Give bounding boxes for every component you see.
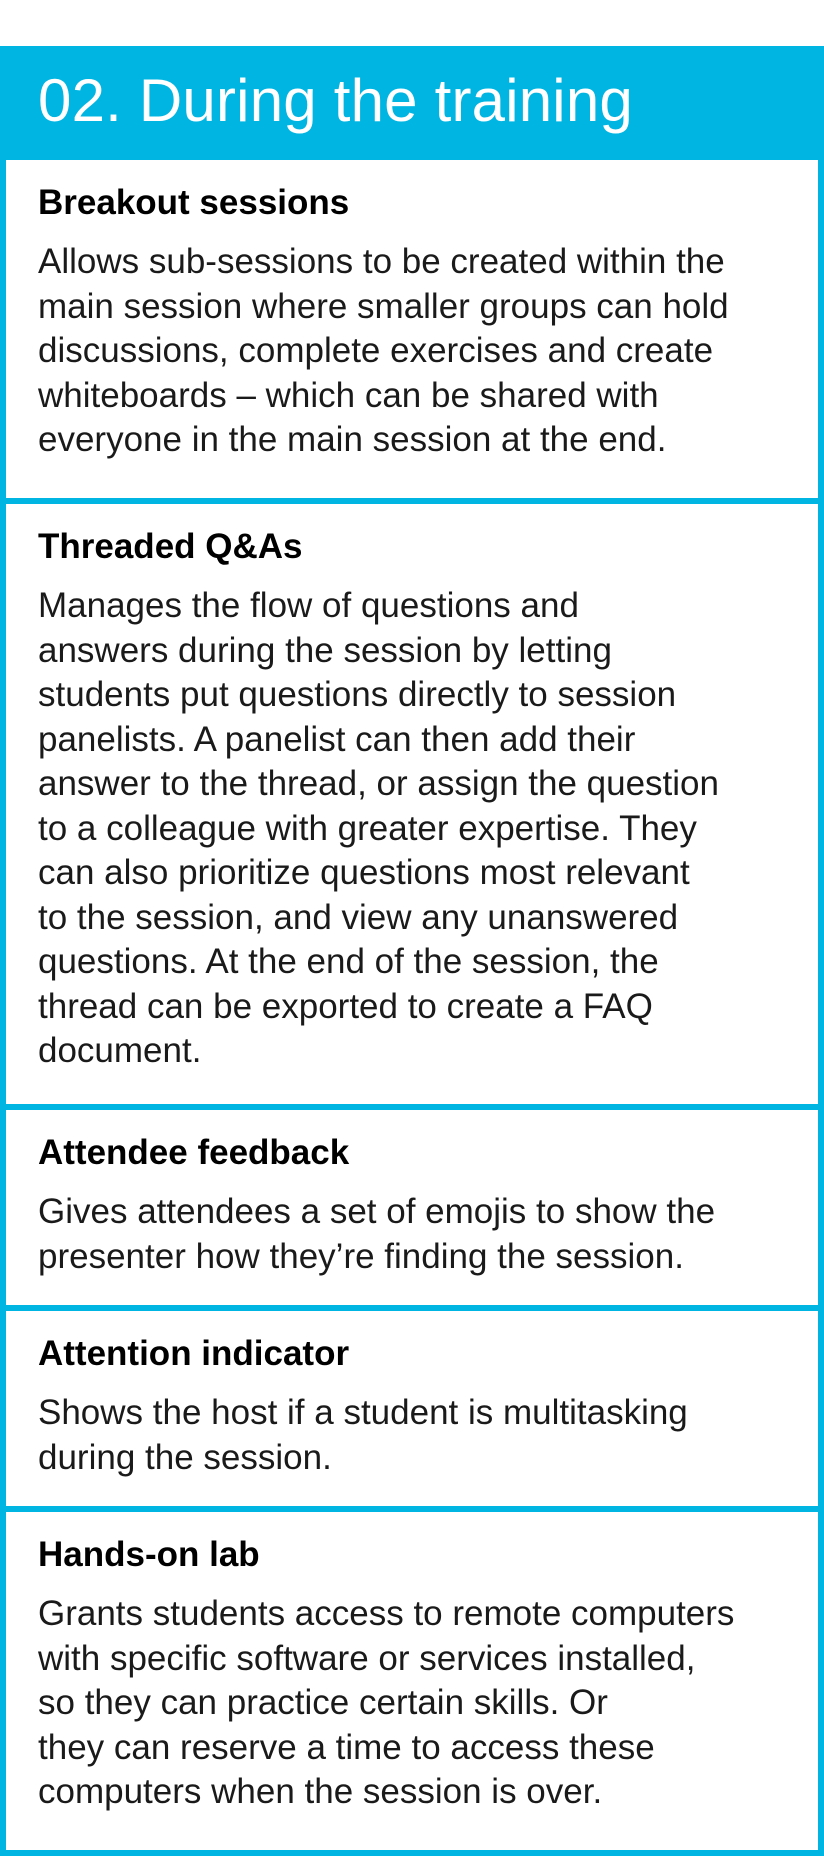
feature-title: Hands-on lab <box>38 1535 260 1574</box>
feature-description <box>38 1391 788 1480</box>
section-header <box>6 46 818 160</box>
feature-card-breakout-sessions <box>6 160 818 498</box>
description-line: Gives attendees a set of emojis to show the <box>38 1192 716 1231</box>
description-line: Grants students access to remote computers <box>38 1594 735 1633</box>
feature-title: Breakout sessions <box>38 183 350 222</box>
feature-description <box>38 1592 788 1815</box>
description-line: everyone in the main session at the end. <box>38 420 667 459</box>
description-line: thread can be exported to create a FAQ <box>38 986 653 1026</box>
feature-title: Threaded Q&As <box>38 527 303 566</box>
feature-description <box>38 584 788 1074</box>
feature-list <box>6 160 818 1850</box>
feature-card-hands-on-lab <box>6 1512 818 1850</box>
description-line: they can reserve a time to access these <box>38 1727 655 1767</box>
training-panel <box>0 46 824 1856</box>
description-line: with specific software or services installed, <box>38 1638 696 1678</box>
description-line: Manages the flow of questions and <box>38 586 579 625</box>
feature-description <box>38 240 788 463</box>
feature-title: Attendee feedback <box>38 1133 350 1172</box>
feature-title: Attention indicator <box>38 1334 350 1373</box>
description-line: questions. At the end of the session, the <box>38 942 659 981</box>
page-title: 02. During the training <box>38 67 633 134</box>
feature-card-attention-indicator <box>6 1311 818 1506</box>
description-line: whiteboards – which can be shared with <box>38 375 659 415</box>
description-line: document. <box>38 1031 202 1070</box>
description-line: computers when the session is over. <box>38 1772 603 1811</box>
description-line: main session where smaller groups can hold <box>38 286 729 326</box>
feature-card-attendee-feedback <box>6 1110 818 1305</box>
description-line: during the session. <box>38 1437 332 1477</box>
feature-card-threaded-qas <box>6 504 818 1104</box>
description-line: to the session, and view any unanswered <box>38 897 679 937</box>
description-line: to a colleague with greater expertise. They <box>38 808 697 848</box>
description-line: presenter how they’re finding the session. <box>38 1236 684 1276</box>
description-line: can also prioritize questions most relevant <box>38 853 690 892</box>
description-line: panelists. A panelist can then add their <box>38 719 636 759</box>
description-line: Allows sub-sessions to be created within the <box>38 242 725 281</box>
description-line: answer to the thread, or assign the question <box>38 764 719 803</box>
description-line: answers during the session by letting <box>38 630 612 670</box>
description-line: discussions, complete exercises and create <box>38 331 714 370</box>
description-line: Shows the host if a student is multitasking <box>38 1393 688 1432</box>
feature-description <box>38 1190 788 1279</box>
description-line: so they can practice certain skills. Or <box>38 1683 608 1722</box>
description-line: students put questions directly to session <box>38 675 677 714</box>
